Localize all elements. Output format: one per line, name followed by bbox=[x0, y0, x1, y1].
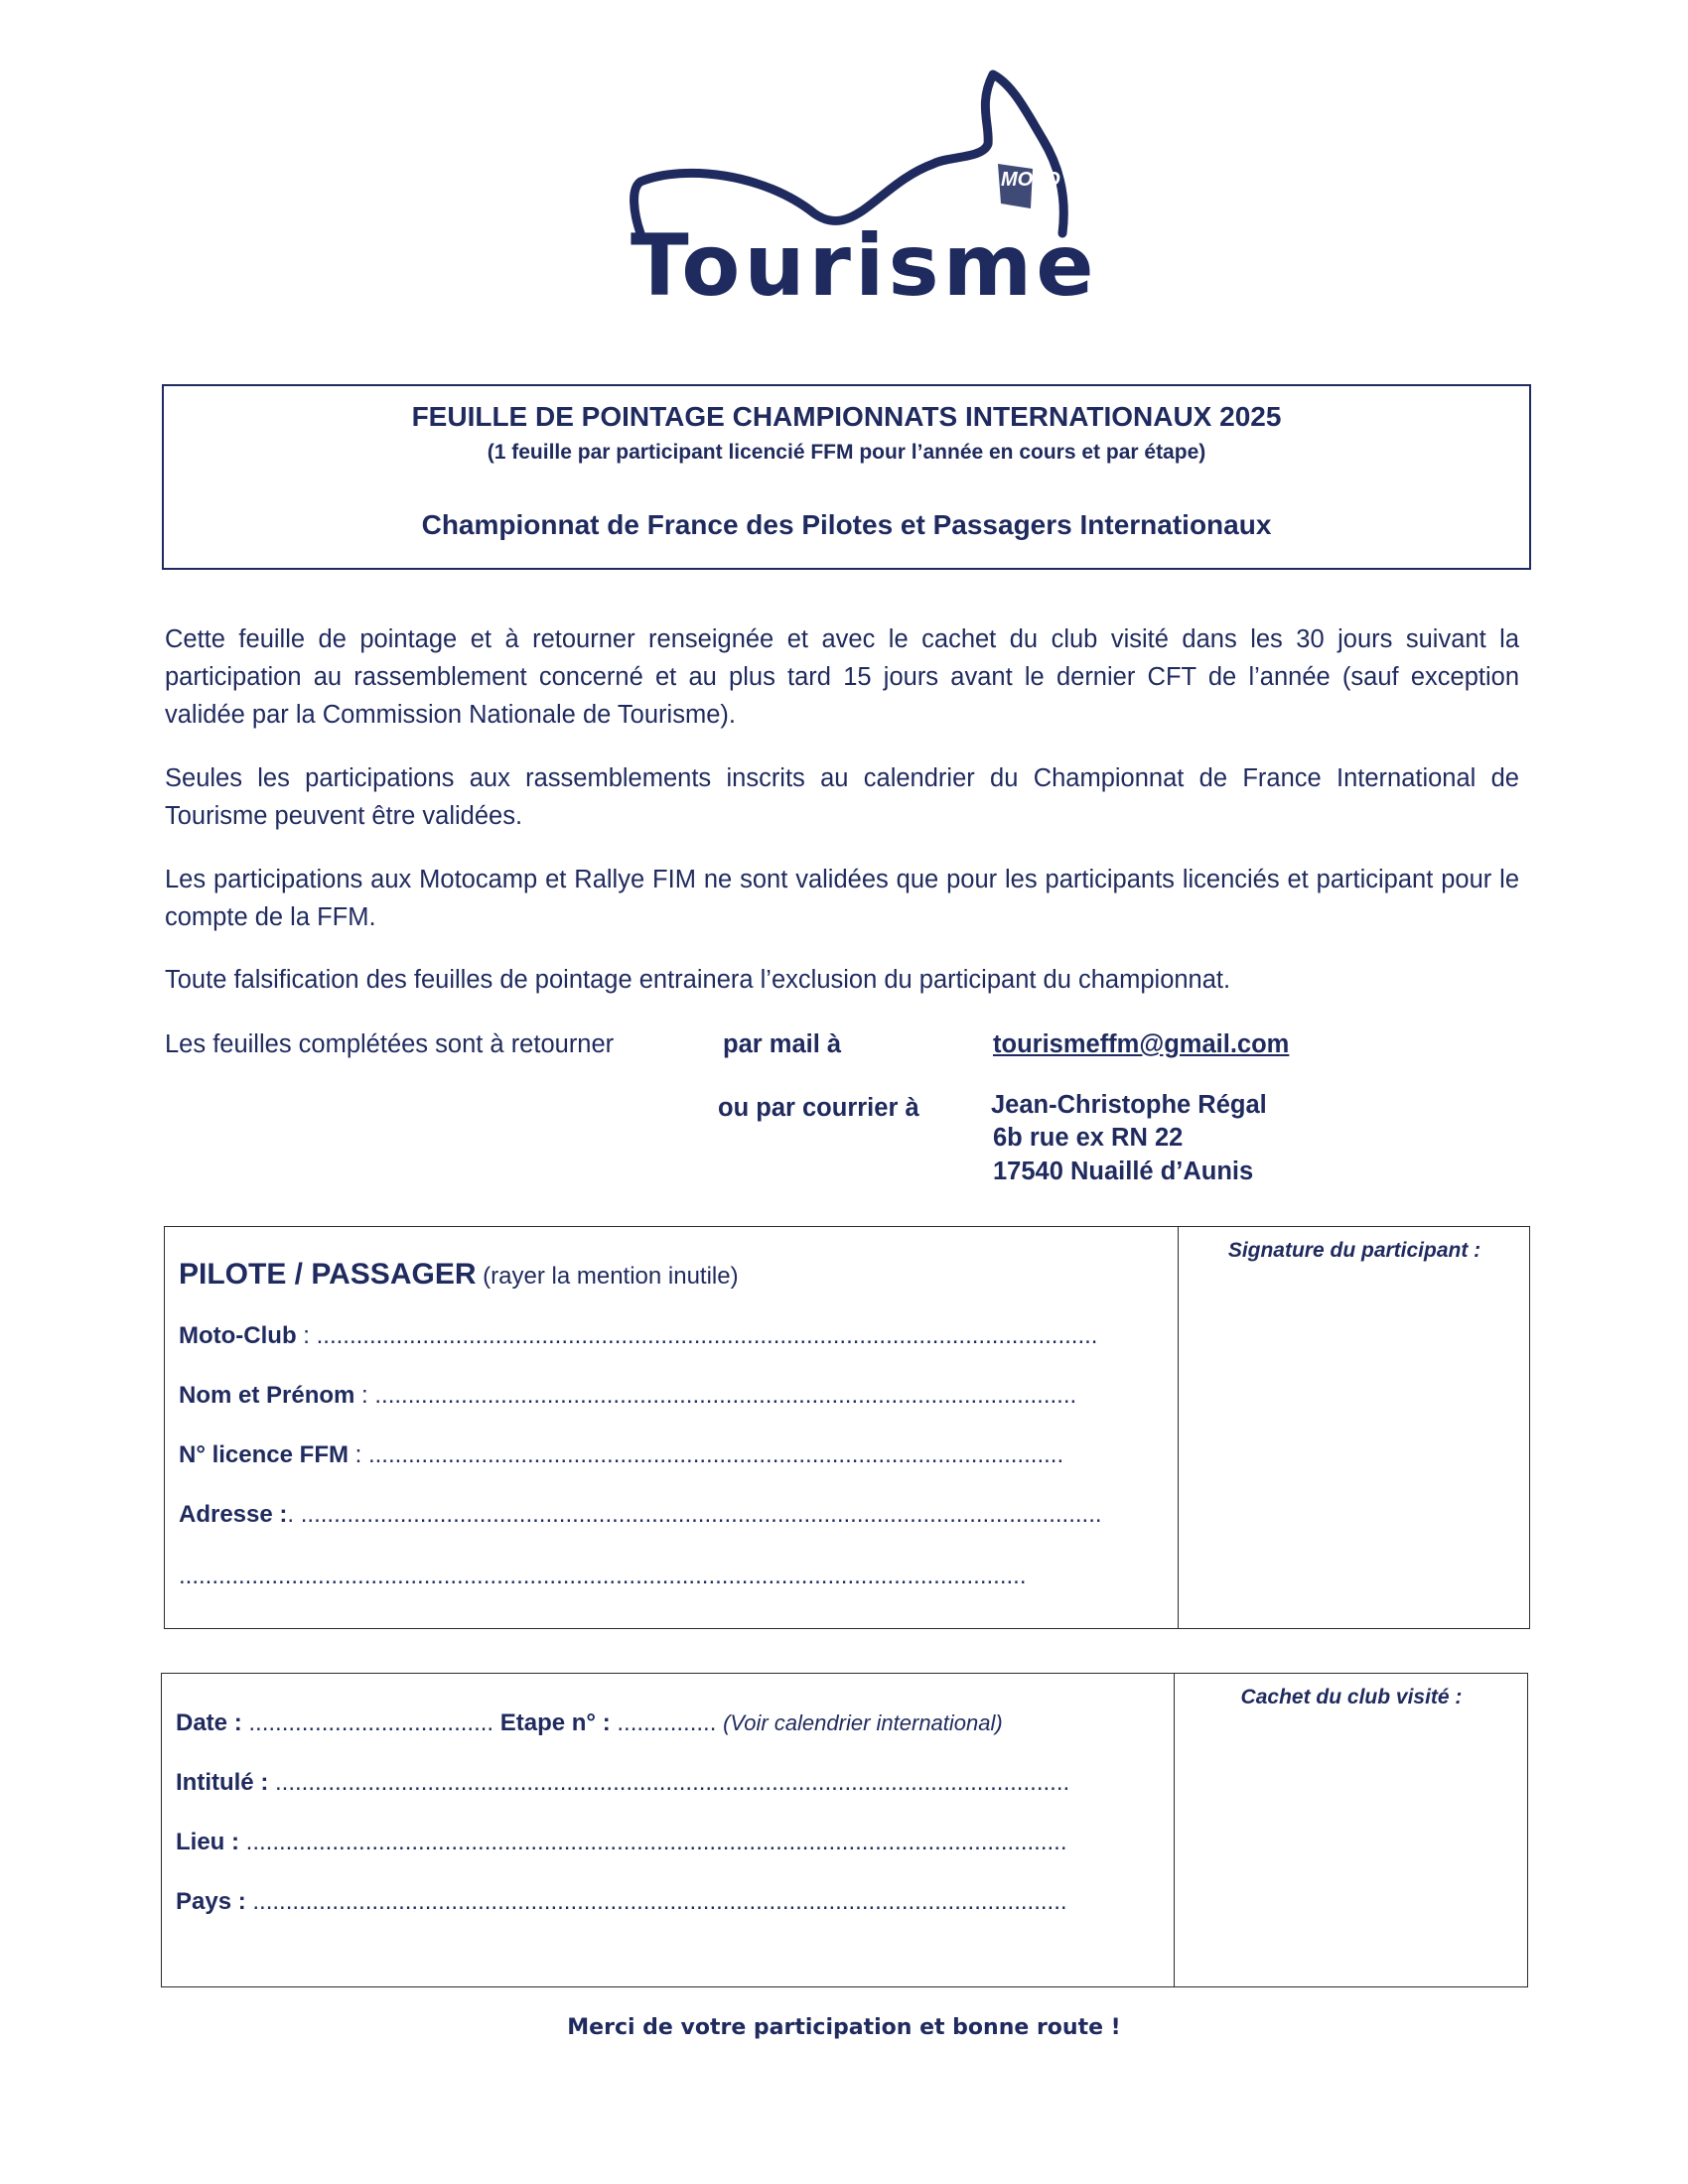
address-line-2: 6b rue ex RN 22 bbox=[993, 1124, 1184, 1152]
licence-label: N° licence FFM bbox=[179, 1441, 349, 1468]
stamp-label: Cachet du club visité : bbox=[1240, 1686, 1463, 1708]
closing-message: Merci de votre participation et bonne route ! bbox=[567, 2015, 1121, 2040]
by-post-label: ou par courrier à bbox=[718, 1094, 919, 1122]
sheet-subtitle: (1 feuille par participant licencié FFM pour l’année en cours et par étape) bbox=[487, 441, 1206, 464]
falsification-paragraph: Toute falsification des feuilles de pointage entrainera l’exclusion du participant du championnat. bbox=[165, 966, 1231, 994]
address-field-line-2[interactable] bbox=[179, 1563, 1172, 1590]
stage-label: Etape n° : bbox=[499, 1709, 611, 1736]
signature-label: Signature du participant : bbox=[1227, 1239, 1481, 1262]
participant-form-divider bbox=[1178, 1227, 1179, 1628]
date-dots: ..................................... bbox=[241, 1709, 500, 1736]
event-title-dots: ........................................................................................................................ bbox=[268, 1769, 1070, 1796]
name-field[interactable] bbox=[179, 1382, 1172, 1410]
stage-note: (Voir calendrier international) bbox=[723, 1710, 1003, 1735]
name-dots: : .......................................................................................................... bbox=[354, 1382, 1077, 1409]
address-line-1: Jean-Christophe Régal bbox=[991, 1091, 1267, 1119]
date-stage-field[interactable] bbox=[176, 1709, 1169, 1737]
event-form-divider bbox=[1174, 1674, 1175, 1986]
role-label: PILOTE / PASSAGER bbox=[179, 1258, 477, 1291]
moto-club-dots: : ...................................................................................................................... bbox=[296, 1322, 1098, 1349]
tourisme-logo bbox=[606, 65, 1098, 316]
licence-field[interactable] bbox=[179, 1441, 1172, 1469]
address-field[interactable] bbox=[179, 1501, 1177, 1529]
place-field[interactable] bbox=[176, 1829, 1169, 1856]
place-label: Lieu : bbox=[176, 1829, 239, 1855]
validation-paragraph: Seules les participations aux rassemblements inscrits au calendrier du Championnat de France International de Tourisme peuvent être validées. bbox=[165, 764, 1519, 830]
return-intro: Les feuilles complétées sont à retourner bbox=[165, 1030, 615, 1058]
address-line-3: 17540 Nuaillé d’Aunis bbox=[993, 1158, 1254, 1185]
stage-dots: ............... bbox=[610, 1709, 724, 1736]
event-form bbox=[161, 1673, 1528, 1987]
country-dots: ........................................................................................................................... bbox=[245, 1888, 1067, 1915]
by-mail-label: par mail à bbox=[723, 1030, 842, 1058]
event-title-field[interactable] bbox=[176, 1769, 1169, 1797]
date-label: Date : bbox=[176, 1709, 242, 1736]
licence-dots: : ......................................................................................................... bbox=[348, 1441, 1064, 1468]
address-label: Adresse : bbox=[179, 1501, 288, 1528]
country-field[interactable] bbox=[176, 1888, 1169, 1916]
header-box bbox=[162, 384, 1531, 570]
participant-form bbox=[164, 1226, 1530, 1629]
address-dots: . ......................................................................................................................... bbox=[287, 1501, 1102, 1528]
role-line[interactable] bbox=[179, 1258, 739, 1292]
sheet-title: FEUILLE DE POINTAGE CHAMPIONNATS INTERNATIONAUX 2025 bbox=[411, 401, 1282, 432]
moto-club-field[interactable] bbox=[179, 1322, 1172, 1350]
moto-club-label: Moto-Club bbox=[179, 1322, 297, 1349]
instructions-paragraph: Cette feuille de pointage et à retourner renseignée et avec le cachet du club visité dans les 30 jours suivant la participation au rassemblement concerné et au plus tard 15 jours avant le dernier CFT de l’année (sauf exception validée par la Commission Nationale de Tourisme). bbox=[165, 625, 1519, 729]
email-link[interactable]: tourismeffm@gmail.com bbox=[993, 1030, 1290, 1058]
logo-wordmark: Tourisme bbox=[631, 216, 1098, 316]
role-note: (rayer la mention inutile) bbox=[476, 1263, 739, 1290]
name-label: Nom et Prénom bbox=[179, 1382, 355, 1409]
country-label: Pays : bbox=[176, 1888, 246, 1915]
fim-paragraph: Les participations aux Motocamp et Rallye FIM ne sont validées que pour les participants licenciés et participant pour le compte de la FFM. bbox=[165, 866, 1519, 931]
championship-title: Championnat de France des Pilotes et Passagers Internationaux bbox=[421, 509, 1272, 540]
event-title-label: Intitulé : bbox=[176, 1769, 269, 1796]
place-dots: ............................................................................................................................ bbox=[239, 1829, 1067, 1855]
address-dots-line-2: ................................................................................................................................ bbox=[179, 1563, 1027, 1589]
moto-badge-text: MOTO bbox=[1001, 169, 1060, 191]
